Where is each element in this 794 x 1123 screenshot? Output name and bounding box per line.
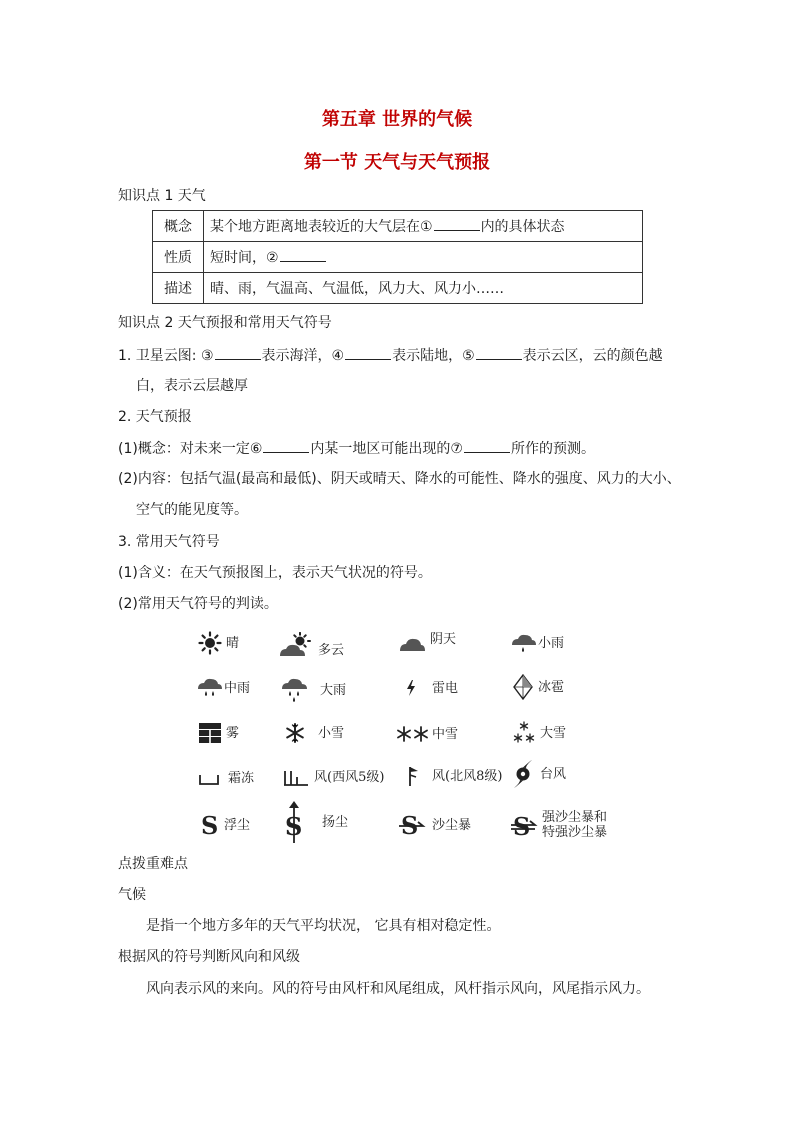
symbol-label: 冰雹: [538, 679, 565, 695]
symbol-sunny: [198, 630, 239, 656]
heavy-rain-icon: [280, 676, 310, 704]
row-content: 某个地方距离地表较近的大气层在① 内的具体状态: [204, 211, 643, 242]
blowing-dust-icon: [284, 800, 306, 844]
answer-blank-5[interactable]: [476, 345, 522, 360]
answer-blank-7[interactable]: [464, 438, 510, 453]
typhoon-icon: [512, 759, 534, 789]
table-row: [153, 211, 643, 242]
sandstorm-icon: [398, 812, 426, 838]
symbol-label: 大雪: [540, 725, 567, 741]
symbol-label: 中雨: [224, 680, 251, 696]
row-label: 性质: [153, 242, 204, 273]
symbol-overcast: [398, 630, 456, 656]
symbol-label: 浮尘: [224, 817, 251, 833]
table-row: [153, 242, 643, 273]
table-row: [153, 273, 643, 304]
section-title: 第一节 天气与天气预报: [303, 152, 491, 173]
symbol-label: 台风: [540, 766, 567, 782]
symbol-label: 强沙尘暴和: [542, 810, 608, 825]
symbol-floating-dust: [200, 812, 250, 838]
moderate-rain-icon: [196, 675, 224, 701]
symbol-wind-west5: [282, 764, 384, 790]
wind-barb-north-icon: [404, 764, 424, 788]
symbol-label: 扬尘: [322, 814, 349, 830]
symbol-sandstorm: [398, 812, 471, 838]
answer-blank-1[interactable]: [434, 216, 480, 231]
symbol-fog: [198, 720, 239, 746]
symbol-light-snow: [284, 720, 344, 746]
double-snowflake-icon: [396, 724, 430, 744]
symbol-moderate-snow: [396, 721, 458, 747]
svg-text:S: S: [401, 812, 419, 838]
symbol-label: 雷电: [432, 680, 459, 696]
wind-heading: 根据风的符号判断风向和风级: [118, 949, 300, 965]
lightning-icon: [404, 677, 418, 699]
symbol-wind-north8: [404, 763, 502, 789]
partly-cloudy-icon: [278, 632, 314, 658]
symbol-label: 多云: [318, 642, 345, 658]
kp2-heading: 知识点 2 天气预报和常用天气符号: [118, 315, 332, 331]
satellite-line: 1. 卫星云图: ③ 表示海洋，④ 表示陆地，⑤ 表示云区，云的颜色越: [118, 345, 663, 366]
symbol-label: 小雪: [318, 725, 345, 741]
hail-icon: [512, 674, 534, 700]
answer-blank-6[interactable]: [263, 438, 309, 453]
symbols-reading: (2)常用天气符号的判读。: [118, 596, 278, 612]
tips-heading: 点拨重难点: [118, 856, 188, 872]
forecast-content-cont: 空气的能见度等。: [136, 502, 248, 518]
fog-icon: [198, 722, 222, 744]
symbol-label-group: [542, 810, 607, 840]
symbol-label: 霜冻: [228, 770, 255, 786]
symbol-label: 风(北风8级): [432, 768, 503, 784]
svg-text:S: S: [513, 812, 531, 840]
symbol-strong-sandstorm: [510, 808, 607, 842]
symbol-label: 风(西风5级): [314, 769, 385, 785]
symbol-hail: [512, 674, 564, 700]
answer-blank-4[interactable]: [345, 345, 391, 360]
symbol-label: 阴天: [430, 631, 457, 647]
strong-sandstorm-icon: [510, 810, 538, 840]
symbol-cloudy: [278, 632, 344, 658]
symbol-heavy-rain: [280, 677, 346, 703]
snowflake-icon: [284, 722, 306, 744]
row-label: 描述: [153, 273, 204, 304]
chapter-title: 第五章 世界的气候: [321, 109, 473, 130]
svg-text:S: S: [201, 812, 219, 838]
svg-text:S: S: [285, 812, 303, 841]
row-content: 晴、雨，气温高、气温低，风力大、风力小……: [204, 273, 643, 304]
symbol-label: 小雨: [538, 635, 565, 651]
row-label: 概念: [153, 211, 204, 242]
wind-barb-west-icon: [282, 766, 310, 788]
symbol-typhoon: [512, 761, 566, 787]
symbol-heavy-snow: [512, 720, 566, 746]
symbol-label: 雾: [226, 725, 240, 741]
triple-snowflake-icon: [512, 721, 536, 745]
answer-blank-3[interactable]: [215, 345, 261, 360]
forecast-concept: (1)概念：对未来一定⑥ 内某一地区可能出现的⑦ 所作的预测。: [118, 438, 595, 459]
answer-blank-2[interactable]: [280, 247, 326, 262]
symbol-moderate-rain: [196, 675, 250, 701]
light-rain-icon: [510, 630, 538, 656]
dust-s-icon: [200, 812, 220, 838]
frost-icon: [198, 768, 220, 788]
symbol-label: 大雨: [320, 682, 347, 698]
symbol-label: 晴: [226, 635, 240, 651]
symbols-meaning: (1)含义：在天气预报图上，表示天气状况的符号。: [118, 565, 432, 581]
forecast-content: (2)内容：包括气温(最高和最低)、阴天或晴天、降水的可能性、降水的强度、风力的大小、: [118, 471, 681, 487]
symbol-label: 中雪: [432, 726, 459, 742]
climate-heading: 气候: [118, 887, 146, 903]
symbol-thunder: [404, 675, 458, 701]
symbols-heading: 3. 常用天气符号: [118, 534, 220, 550]
symbol-light-rain: [510, 630, 564, 656]
satellite-line-cont: 白，表示云层越厚: [136, 378, 248, 394]
sun-icon: [198, 631, 222, 655]
cloud-icon: [398, 632, 426, 654]
kp1-heading: 知识点 1 天气: [118, 188, 206, 204]
symbol-frost: [198, 765, 254, 791]
wind-text: 风向表示风的来向。风的符号由风杆和风尾组成，风杆指示风向，风尾指示风力。: [146, 981, 650, 997]
symbol-label: 特强沙尘暴: [542, 825, 608, 840]
forecast-heading: 2. 天气预报: [118, 409, 192, 425]
kp1-table: [152, 210, 643, 304]
symbol-blowing-dust: [284, 800, 348, 844]
row-content: 短时间，②: [204, 242, 643, 273]
symbol-label: 沙尘暴: [432, 817, 472, 833]
climate-text: 是指一个地方多年的天气平均状况， 它具有相对稳定性。: [146, 918, 501, 934]
